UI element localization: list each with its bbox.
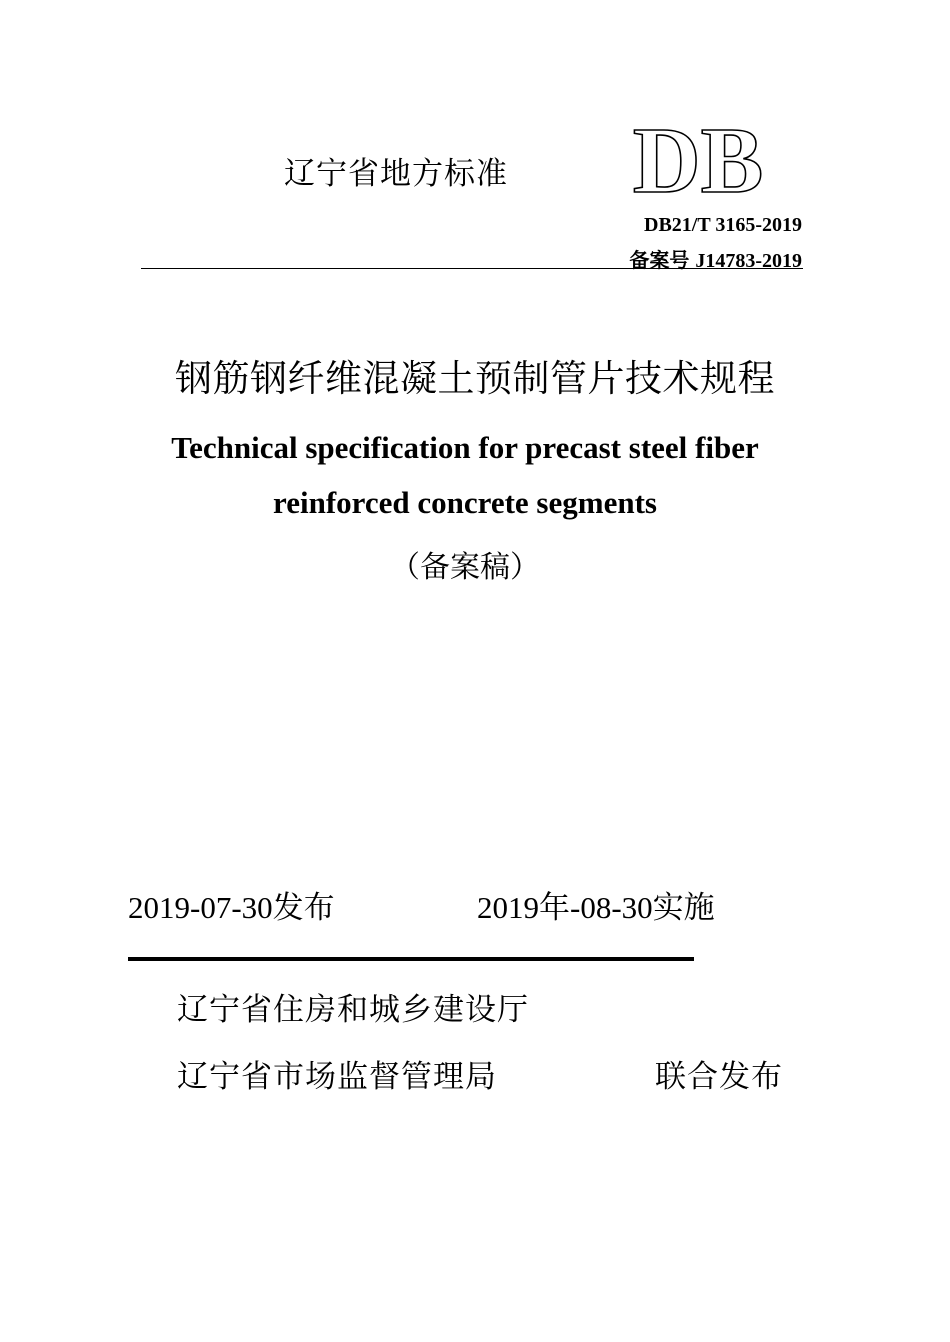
standard-type: 辽宁省地方标准 — [284, 156, 508, 192]
implementation-date — [477, 882, 715, 927]
db-logo-text: DB — [632, 116, 764, 202]
issue-date-value: 2019-07-30 — [128, 890, 273, 925]
title-english-line2: reinforced concrete segments — [273, 485, 657, 520]
implementation-year: 2019 — [477, 890, 539, 925]
standard-number: DB21/T 3165-2019 — [644, 214, 802, 236]
db-logo — [628, 116, 768, 202]
implementation-year-label: 年 — [539, 890, 570, 926]
draft-note: （备案稿） — [390, 550, 540, 585]
implementation-label: 实施 — [652, 890, 715, 926]
issuer-market-regulation-bureau: 辽宁省市场监督管理局 — [177, 1059, 497, 1095]
issue-date — [128, 882, 335, 927]
record-value: J14783-2019 — [695, 250, 802, 272]
issuer-housing-department: 辽宁省住房和城乡建设厅 — [177, 992, 529, 1028]
header-rule — [141, 268, 803, 269]
joint-publish-label: 联合发布 — [655, 1059, 783, 1095]
record-label: 备案号 — [629, 248, 690, 272]
title-english-line1: Technical specification for precast steel fiber — [171, 430, 759, 465]
implementation-month-day: -08-30 — [570, 890, 653, 925]
footer-rule — [128, 957, 694, 961]
issue-label: 发布 — [272, 890, 335, 926]
title-chinese: 钢筋钢纤维混凝土预制管片技术规程 — [175, 357, 775, 400]
